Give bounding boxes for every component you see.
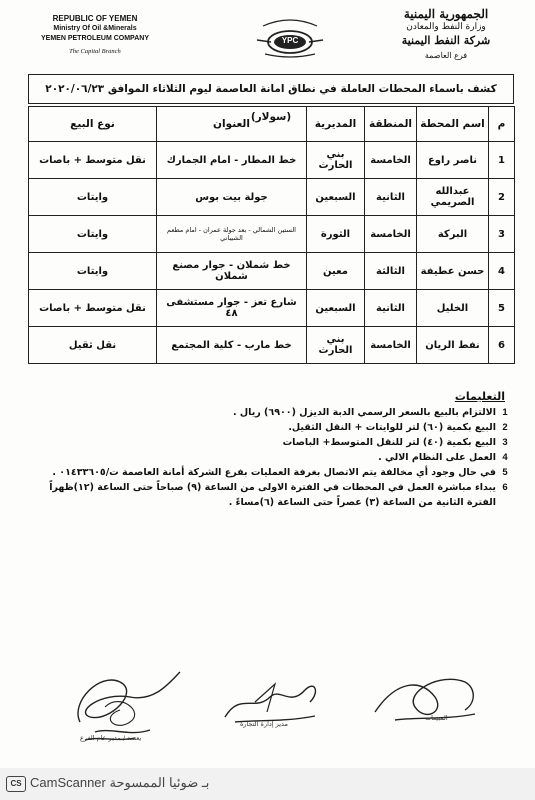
header-ministry: Ministry Of Oil &Minerals bbox=[53, 25, 137, 32]
header-ministry-ar: وزارة النفط والمعادن bbox=[406, 22, 486, 32]
cell-address: خط المطار - امام الجمارك bbox=[157, 142, 307, 179]
cell-sale-type: وايتات bbox=[29, 179, 157, 216]
cell-num: 5 bbox=[489, 290, 515, 327]
header-branch: The Capital Branch bbox=[69, 48, 121, 55]
cell-num: 1 bbox=[489, 142, 515, 179]
cell-num: 2 bbox=[489, 179, 515, 216]
col-header-num: م bbox=[489, 107, 515, 142]
list-item bbox=[24, 405, 514, 420]
table-row bbox=[29, 290, 515, 327]
cell-directorate: السبعين bbox=[307, 290, 365, 327]
cell-station: نفط الريان bbox=[417, 327, 489, 364]
cell-num: 3 bbox=[489, 216, 515, 253]
col-header-sale-type: نوع البيع bbox=[29, 107, 157, 142]
cell-directorate: بني الحارث bbox=[307, 142, 365, 179]
cell-area: الثانية bbox=[365, 290, 417, 327]
col-header-address: العنوان bbox=[157, 107, 307, 142]
scanner-footer bbox=[0, 768, 535, 800]
instruction-text: الالتزام بالبيع بالسعر الرسمي الدبة الديزل (٦٩٠٠) ريال . bbox=[232, 407, 496, 418]
table-row bbox=[29, 327, 515, 364]
instruction-number: 4 bbox=[502, 452, 508, 463]
col-header-directorate: المديرية bbox=[307, 107, 365, 142]
cell-sale-type: وايتات bbox=[29, 216, 157, 253]
table-row bbox=[29, 216, 515, 253]
cell-station: البركة bbox=[417, 216, 489, 253]
signature-caption-right: المبيعات bbox=[425, 714, 448, 722]
list-item bbox=[24, 450, 514, 465]
instruction-number: 2 bbox=[502, 422, 508, 433]
instructions-list bbox=[24, 405, 514, 510]
instruction-text: البيع بكمية (٦٠) لتر للوايتات + النقل الثقيل. bbox=[288, 422, 496, 433]
list-item bbox=[24, 465, 514, 480]
header-english-block bbox=[30, 14, 160, 57]
signature-caption-left: يعتمد / مدير عام الفرع bbox=[80, 734, 142, 742]
list-item bbox=[24, 480, 514, 510]
cell-area: الخامسة bbox=[365, 142, 417, 179]
col-header-area: المنطقة bbox=[365, 107, 417, 142]
cell-area: الخامسة bbox=[365, 216, 417, 253]
instruction-number: 3 bbox=[502, 437, 508, 448]
cell-address: جولة بيت بوس bbox=[157, 179, 307, 216]
cell-station: الخليل bbox=[417, 290, 489, 327]
instruction-number: 6 bbox=[502, 482, 508, 493]
cell-sale-type: نقل ثقيل bbox=[29, 327, 157, 364]
cell-area: الخامسة bbox=[365, 327, 417, 364]
cell-sale-type: نقل متوسط + باصات bbox=[29, 290, 157, 327]
cell-station: عبدالله الصريمي bbox=[417, 179, 489, 216]
header-company: YEMEN PETROLEUM COMPANY bbox=[41, 35, 149, 42]
document-title: كشف باسماء المحطات العاملة في نطاق امانة العاصمة ليوم الثلاثاء الموافق ٢٠٢٠/٠٦/٢٣ (سولار) bbox=[28, 74, 514, 104]
table-row bbox=[29, 179, 515, 216]
cell-area: الثالثة bbox=[365, 253, 417, 290]
list-item bbox=[24, 420, 514, 435]
signature-caption-middle: مدير إدارة التجارة bbox=[240, 720, 288, 728]
header-arabic-block bbox=[381, 8, 511, 62]
cell-directorate: السبعين bbox=[307, 179, 365, 216]
header-country-ar: الجمهورية اليمنية bbox=[403, 7, 489, 21]
table-row bbox=[29, 253, 515, 290]
cell-sale-type: نقل متوسط + باصات bbox=[29, 142, 157, 179]
instructions-title: التعليمات bbox=[454, 390, 505, 403]
cell-directorate: الثورة bbox=[307, 216, 365, 253]
cell-num: 6 bbox=[489, 327, 515, 364]
instruction-text: العمل على النظام الالي . bbox=[378, 452, 496, 463]
camscanner-badge: CS bbox=[6, 776, 26, 792]
cell-sale-type: وايتات bbox=[29, 253, 157, 290]
header-company-ar: شركة النفط اليمنية bbox=[401, 34, 491, 47]
cell-directorate: معين bbox=[307, 253, 365, 290]
instruction-text: البيع بكمية (٤٠) لتر للنقل المتوسط+ الباصات bbox=[282, 437, 496, 448]
header-branch-ar: فرع العاصمة bbox=[424, 51, 468, 60]
cell-num: 4 bbox=[489, 253, 515, 290]
stations-table bbox=[28, 106, 515, 364]
cell-address: خط شملان - جوار مصنع شملان bbox=[157, 253, 307, 290]
scanner-watermark-text: CamScanner بـ ضوئيا الممسوحة bbox=[30, 775, 210, 790]
cell-station: حسن عطيفة bbox=[417, 253, 489, 290]
instruction-number: 1 bbox=[502, 407, 508, 418]
logo-text: YPC bbox=[281, 36, 299, 45]
table-header-row bbox=[29, 107, 515, 142]
header-country: REPUBLIC OF YEMEN bbox=[52, 14, 138, 23]
cell-area: الثانية bbox=[365, 179, 417, 216]
instruction-text: يبداء مباشرة العمل في المحطات في الفترة الاولى من الساعة (٩) صباحاً حتى الساعة (١٢)ظهراً الفترة الثانية من الساعة (٣) عصراً حتى الساعة (٦)مساءً . bbox=[49, 482, 496, 508]
cell-address: شارع تعز - جوار مستشفى ٤٨ bbox=[157, 290, 307, 327]
instruction-number: 5 bbox=[502, 467, 508, 478]
cell-address: الستين الشمالي - بعد جولة عمران - امام مطعم الشيباني bbox=[157, 216, 307, 253]
cell-station: ناصر راوع bbox=[417, 142, 489, 179]
col-header-station: اسم المحطة bbox=[417, 107, 489, 142]
cell-directorate: بني الحارث bbox=[307, 327, 365, 364]
cell-address: خط مارب - كلية المجتمع bbox=[157, 327, 307, 364]
table-row bbox=[29, 142, 515, 179]
instruction-text: في حال وجود أي مخالفة يتم الاتصال بغرفة العمليات بفرع الشركة أمانة العاصمة ت/٠١٤٣٣٦٠٥ . bbox=[52, 467, 496, 478]
list-item bbox=[24, 435, 514, 450]
